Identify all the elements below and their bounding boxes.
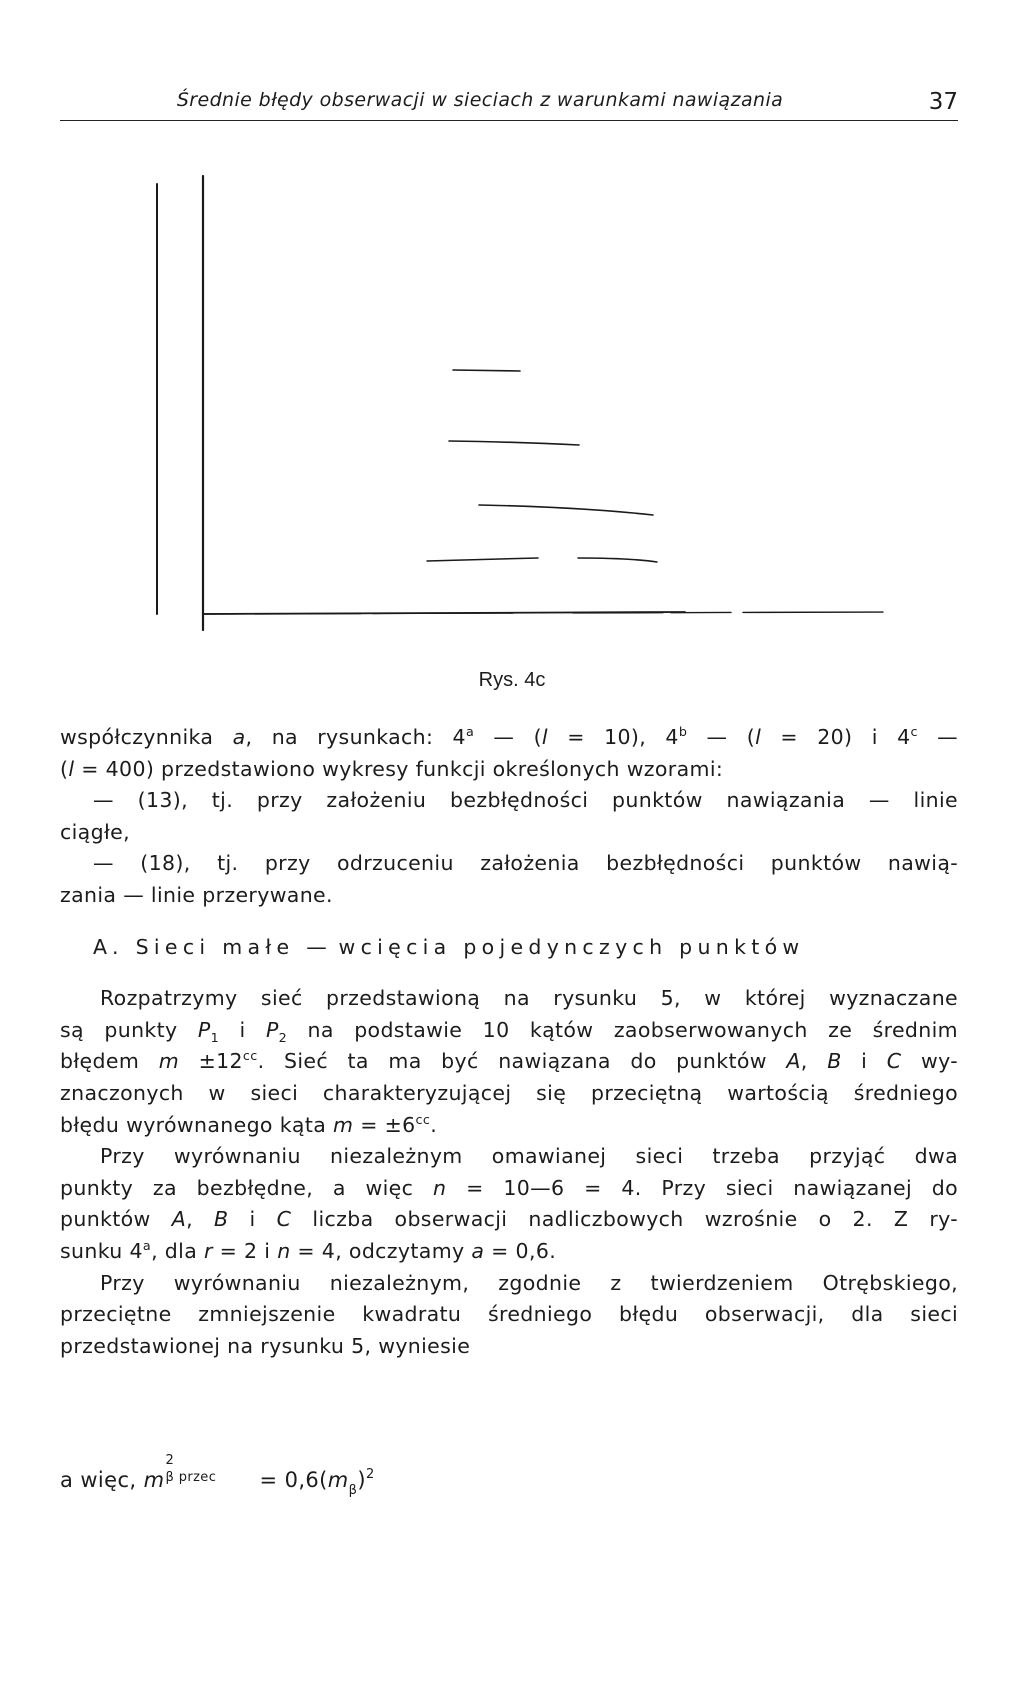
curve-solid-1: [453, 370, 520, 371]
paragraph-1-line-2: (l = 400) przedstawiono wykresy funkcji określonych wzorami:: [60, 756, 724, 781]
paragraph-2-line-1: Rozpatrzymy sieć przedstawioną na rysunku 5, w której wyznaczane: [100, 986, 958, 1011]
paragraph-3-line-3: punktów A, B i C liczba obserwacji nadliczbowych wzrośnie o 2. Z ry-: [60, 1207, 958, 1232]
running-title: Średnie błędy obserwacji w sieciach z warunkami nawiązania: [176, 89, 784, 111]
paragraph-2-line-4: znaczonych w sieci charakteryzującej się przeciętną wartością średniego: [60, 1080, 958, 1105]
figure-caption: Rys. 4c: [478, 669, 546, 691]
paragraph-1-line-1: współczynnika a, na rysunkach: 4$^a$ — (l = 10), 4$^b$ — (l = 20) i 4$^c$ —: [60, 724, 958, 749]
paragraph-1-line-5: — (18), tj. przy odrzuceniu założenia bezbłędności punktów nawią-: [93, 851, 958, 876]
curve-solid-3: [479, 505, 653, 515]
section-heading: A. Sieci małe — wcięcia pojedynczych punktów: [93, 934, 805, 959]
paragraph-4-line-2: przeciętne zmniejszenie kwadratu średniego błędu obserwacji, dla sieci: [60, 1302, 958, 1327]
paragraph-4-line-3: przedstawionej na rysunku 5, wyniesie: [60, 1333, 471, 1358]
curve-solid-4: [578, 558, 657, 562]
paragraph-3-line-4: sunku 4$^a$, dla r = 2 i n = 4, odczytamy a = 0,6.: [60, 1238, 557, 1263]
paragraph-3-line-2: punkty za bezbłędne, a więc n = 10—6 = 4. Przy sieci nawiązanej do: [60, 1175, 958, 1200]
formula-subscript: β przec: [165, 1470, 217, 1485]
paragraph-1-line-4: ciągłe,: [60, 819, 130, 844]
figure-rys-4c: [0, 0, 1024, 690]
paragraph-2-line-3: błędem $m \pm 12^{cc}$. Sieć ta ma być nawiązana do punktów A, B i C wy-: [60, 1048, 958, 1074]
curve-solid-2: [449, 441, 579, 445]
curve-dashed-3: [427, 558, 538, 561]
paragraph-2-line-2: są punkty $P_1$ i $P_2$ na podstawie 10 kątów zaobserwowanych ze średnim: [60, 1017, 958, 1045]
body-text: [60, 722, 958, 1362]
paragraph-2-line-5: błędu wyrównanego kąta $m = \pm 6^{cc}$.: [60, 1111, 438, 1137]
page-number: 37: [928, 89, 958, 115]
paragraph-3-line-1: Przy wyrównaniu niezależnym omawianej sieci trzeba przyjąć dwa: [100, 1144, 958, 1169]
formula-superscript: 2: [165, 1453, 175, 1468]
paragraph-1-line-3: — (13), tj. przy założeniu bezbłędności punktów nawiązania — linie: [93, 788, 958, 813]
formula: a więc, m 2 β przec = $0,6(m_\beta)^2$: [60, 1453, 375, 1498]
paragraph-4-line-1: Przy wyrównaniu niezależnym, zgodnie z twierdzeniem Otrębskiego,: [100, 1270, 958, 1295]
paragraph-1-line-6: zania — linie przerywane.: [60, 882, 333, 907]
